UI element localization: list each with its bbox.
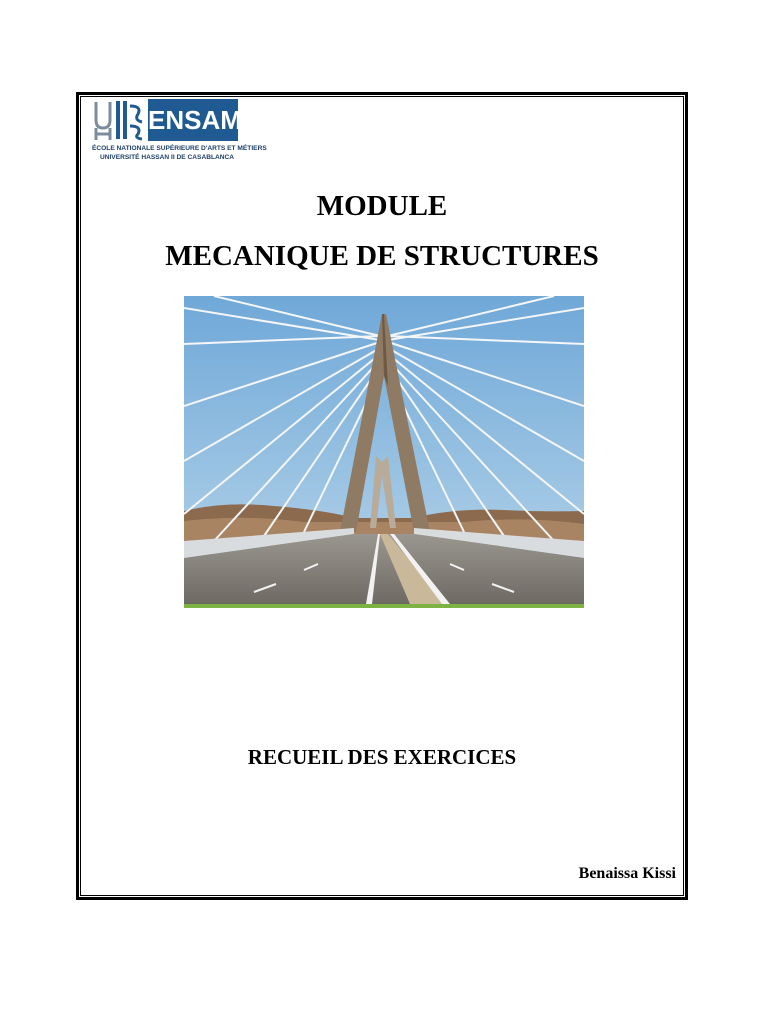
logo-school-name: ÉCOLE NATIONALE SUPÉRIEURE D'ARTS ET MÉTIERS bbox=[92, 145, 267, 152]
bridge-photo bbox=[184, 296, 584, 608]
author-name: Benaissa Kissi bbox=[578, 865, 676, 882]
ensam-logo bbox=[92, 98, 267, 170]
logo-university-name: UNIVERSITÉ HASSAN II DE CASABLANCA bbox=[99, 154, 235, 161]
document-subtitle: RECUEIL DES EXERCICES bbox=[247, 745, 517, 769]
module-title: MODULE bbox=[316, 190, 448, 222]
module-name: MECANIQUE DE STRUCTURES bbox=[165, 240, 599, 272]
university-emblem-icon bbox=[92, 98, 146, 142]
logo-brand-box: ENSAM bbox=[148, 99, 238, 141]
